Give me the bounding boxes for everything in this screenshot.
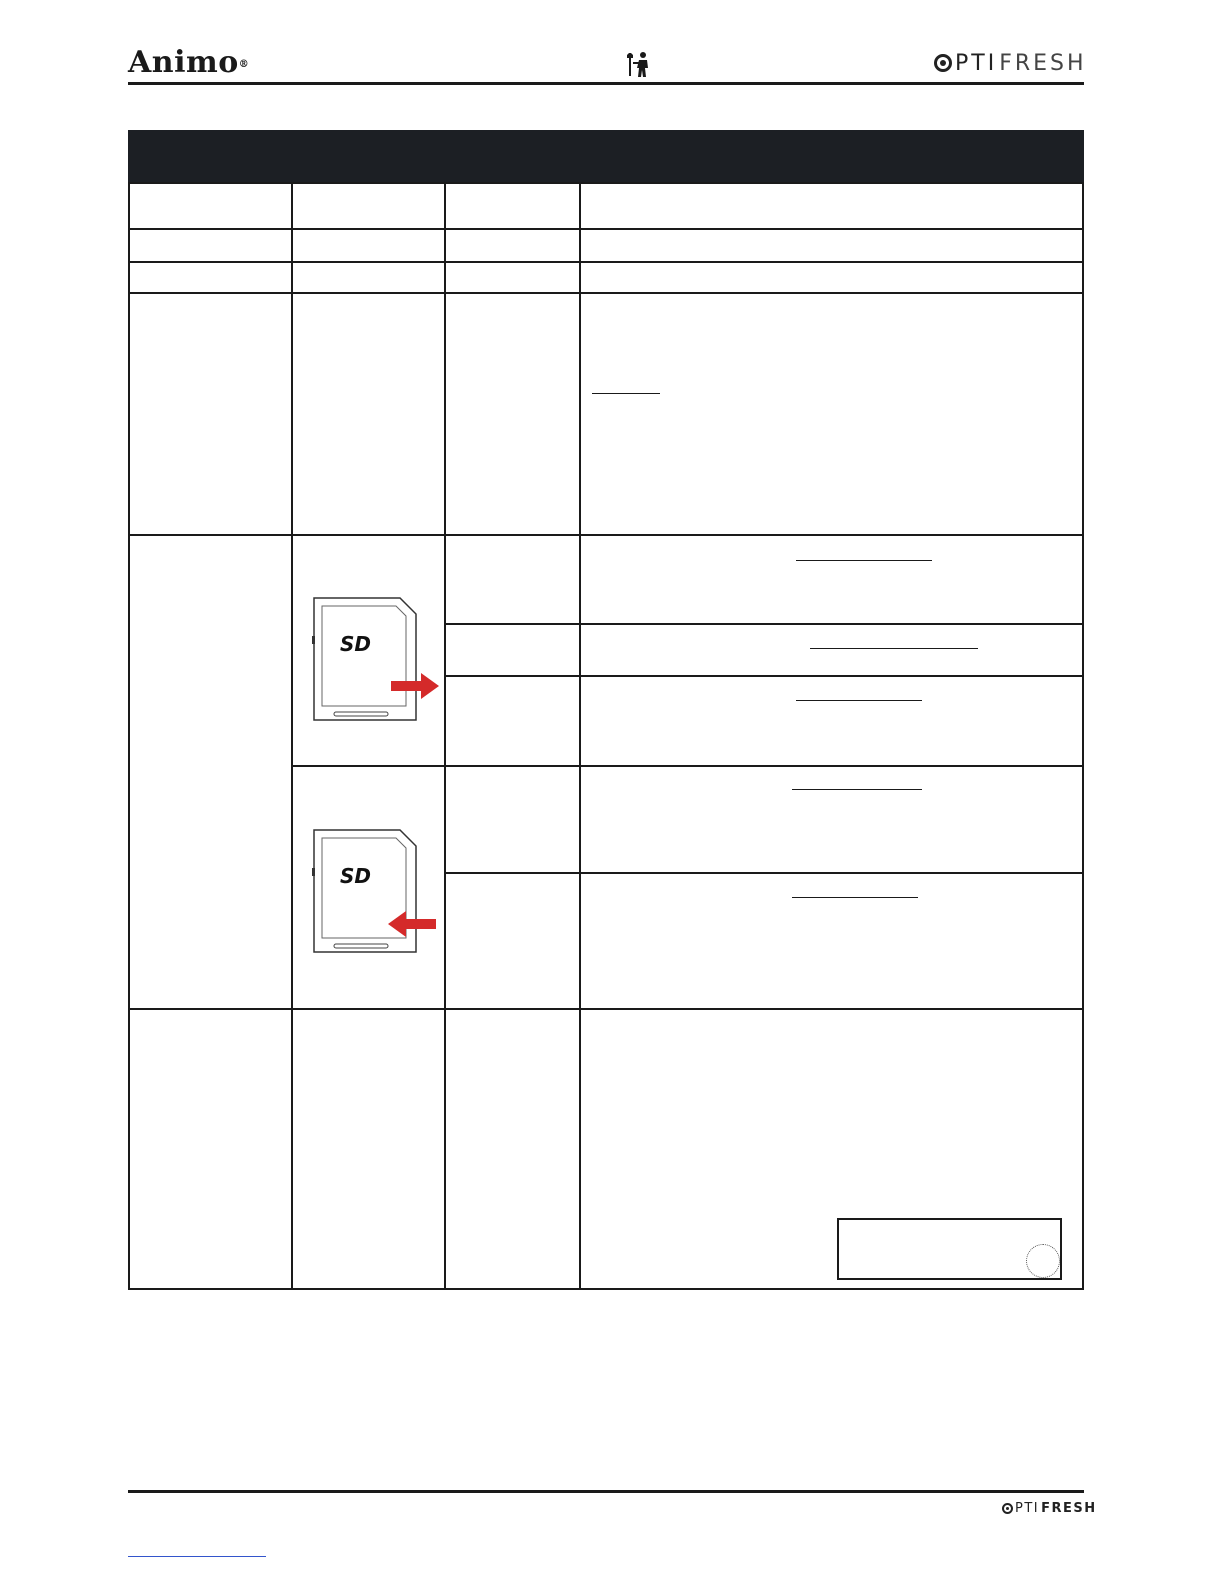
- table: [128, 182, 1084, 1290]
- footer-logo-opti: PTI: [1015, 1500, 1040, 1516]
- sd-card-insert-icon: [312, 596, 420, 724]
- table-header-bar: [128, 130, 1084, 182]
- row-divider: [444, 872, 1084, 874]
- column-divider: [579, 182, 581, 1290]
- row-divider: [128, 292, 1084, 294]
- underline: [792, 897, 918, 898]
- sd-label: SD: [340, 632, 372, 656]
- registered-mark: ®: [238, 59, 250, 70]
- column-divider: [444, 182, 446, 1290]
- optifresh-logo-fresh: FRESH: [999, 50, 1087, 76]
- row-divider: [444, 623, 1084, 625]
- underline: [792, 789, 922, 790]
- header-rule: [128, 82, 1084, 85]
- animo-logo-text: Animo: [128, 45, 239, 80]
- underline: [796, 560, 932, 561]
- row-divider: [128, 228, 1084, 230]
- row-divider: [128, 261, 1084, 263]
- column-divider: [291, 182, 293, 1290]
- optifresh-logo-opti: PTI: [955, 50, 998, 76]
- row-divider: [444, 675, 1084, 677]
- arrow-right-icon: [391, 672, 441, 700]
- opti-ring-icon: [934, 54, 952, 72]
- row-divider: [128, 534, 1084, 536]
- footer-optifresh-logo: [1002, 1499, 1097, 1517]
- animo-logo: [128, 44, 249, 82]
- opti-ring-icon: [1002, 1503, 1013, 1514]
- person-tools-icon: [626, 50, 654, 78]
- underline: [592, 393, 660, 394]
- footer-rule: [128, 1490, 1084, 1493]
- sd-label: SD: [340, 864, 372, 888]
- underline: [796, 700, 922, 701]
- dotted-circle-icon: [1026, 1244, 1060, 1278]
- row-divider: [128, 1008, 1084, 1010]
- row-divider: [291, 765, 1084, 767]
- optifresh-logo: [934, 48, 1087, 78]
- underline: [810, 648, 978, 649]
- arrow-left-icon: [386, 910, 436, 938]
- footer-link[interactable]: [128, 1556, 266, 1557]
- footer-logo-fresh: FRESH: [1041, 1500, 1097, 1516]
